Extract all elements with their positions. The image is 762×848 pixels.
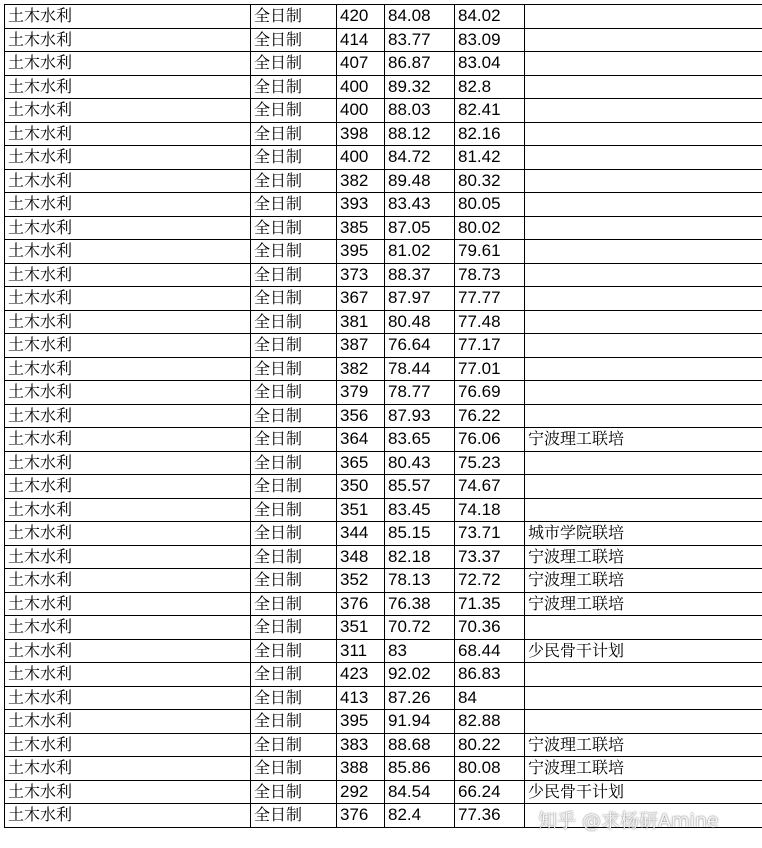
- initial-score-cell: 423: [337, 663, 385, 687]
- total-score-cell: 80.05: [455, 193, 525, 217]
- table-row: [5, 5, 762, 29]
- total-score-cell: 84: [455, 686, 525, 710]
- table-row: [5, 169, 762, 193]
- initial-score-cell: 407: [337, 52, 385, 76]
- retest-score-cell: 84.54: [385, 780, 455, 804]
- total-score-cell: 80.22: [455, 733, 525, 757]
- initial-score-cell: 413: [337, 686, 385, 710]
- total-score-cell: 72.72: [455, 569, 525, 593]
- initial-score-cell: 395: [337, 240, 385, 264]
- study-type-cell: 全日制: [251, 334, 337, 358]
- study-type-cell: 全日制: [251, 146, 337, 170]
- study-type-cell: 全日制: [251, 28, 337, 52]
- total-score-cell: 80.02: [455, 216, 525, 240]
- major-cell: 土木水利: [5, 169, 251, 193]
- major-cell: 土木水利: [5, 639, 251, 663]
- note-cell: 宁波理工联培: [525, 733, 762, 757]
- table-row: [5, 780, 762, 804]
- study-type-cell: 全日制: [251, 240, 337, 264]
- initial-score-cell: 395: [337, 710, 385, 734]
- table-row: [5, 122, 762, 146]
- note-cell: [525, 169, 762, 193]
- retest-score-cell: 84.08: [385, 5, 455, 29]
- table-row: [5, 240, 762, 264]
- note-cell: [525, 710, 762, 734]
- initial-score-cell: 398: [337, 122, 385, 146]
- table-row: [5, 357, 762, 381]
- retest-score-cell: 88.68: [385, 733, 455, 757]
- initial-score-cell: 344: [337, 522, 385, 546]
- total-score-cell: 73.37: [455, 545, 525, 569]
- study-type-cell: 全日制: [251, 757, 337, 781]
- initial-score-cell: 351: [337, 616, 385, 640]
- initial-score-cell: 376: [337, 804, 385, 828]
- retest-score-cell: 83.77: [385, 28, 455, 52]
- retest-score-cell: 81.02: [385, 240, 455, 264]
- study-type-cell: 全日制: [251, 287, 337, 311]
- table-row: [5, 710, 762, 734]
- table-row: [5, 334, 762, 358]
- total-score-cell: 86.83: [455, 663, 525, 687]
- total-score-cell: 80.32: [455, 169, 525, 193]
- total-score-cell: 76.69: [455, 381, 525, 405]
- major-cell: 土木水利: [5, 52, 251, 76]
- study-type-cell: 全日制: [251, 381, 337, 405]
- table-row: [5, 475, 762, 499]
- note-cell: [525, 5, 762, 29]
- study-type-cell: 全日制: [251, 616, 337, 640]
- major-cell: 土木水利: [5, 5, 251, 29]
- initial-score-cell: 382: [337, 169, 385, 193]
- retest-score-cell: 82.4: [385, 804, 455, 828]
- note-cell: [525, 616, 762, 640]
- total-score-cell: 81.42: [455, 146, 525, 170]
- retest-score-cell: 87.05: [385, 216, 455, 240]
- total-score-cell: 74.18: [455, 498, 525, 522]
- major-cell: 土木水利: [5, 780, 251, 804]
- study-type-cell: 全日制: [251, 686, 337, 710]
- table-row: [5, 381, 762, 405]
- total-score-cell: 68.44: [455, 639, 525, 663]
- major-cell: 土木水利: [5, 28, 251, 52]
- study-type-cell: 全日制: [251, 592, 337, 616]
- retest-score-cell: 70.72: [385, 616, 455, 640]
- retest-score-cell: 88.12: [385, 122, 455, 146]
- retest-score-cell: 89.32: [385, 75, 455, 99]
- major-cell: 土木水利: [5, 75, 251, 99]
- table-body: [5, 5, 762, 828]
- table-row: [5, 804, 762, 828]
- retest-score-cell: 86.87: [385, 52, 455, 76]
- table-row: [5, 733, 762, 757]
- initial-score-cell: 400: [337, 75, 385, 99]
- total-score-cell: 84.02: [455, 5, 525, 29]
- total-score-cell: 70.36: [455, 616, 525, 640]
- total-score-cell: 77.17: [455, 334, 525, 358]
- initial-score-cell: 387: [337, 334, 385, 358]
- study-type-cell: 全日制: [251, 310, 337, 334]
- retest-score-cell: 91.94: [385, 710, 455, 734]
- total-score-cell: 82.41: [455, 99, 525, 123]
- major-cell: 土木水利: [5, 569, 251, 593]
- total-score-cell: 76.22: [455, 404, 525, 428]
- total-score-cell: 76.06: [455, 428, 525, 452]
- initial-score-cell: 292: [337, 780, 385, 804]
- major-cell: 土木水利: [5, 216, 251, 240]
- initial-score-cell: 311: [337, 639, 385, 663]
- major-cell: 土木水利: [5, 263, 251, 287]
- study-type-cell: 全日制: [251, 193, 337, 217]
- table-row: [5, 592, 762, 616]
- table-row: [5, 404, 762, 428]
- total-score-cell: 83.09: [455, 28, 525, 52]
- initial-score-cell: 365: [337, 451, 385, 475]
- note-cell: [525, 334, 762, 358]
- initial-score-cell: 364: [337, 428, 385, 452]
- major-cell: 土木水利: [5, 240, 251, 264]
- initial-score-cell: 348: [337, 545, 385, 569]
- note-cell: 少民骨干计划: [525, 639, 762, 663]
- retest-score-cell: 92.02: [385, 663, 455, 687]
- major-cell: 土木水利: [5, 686, 251, 710]
- note-cell: 宁波理工联培: [525, 757, 762, 781]
- note-cell: [525, 404, 762, 428]
- table-row: [5, 52, 762, 76]
- table-row: [5, 569, 762, 593]
- retest-score-cell: 87.93: [385, 404, 455, 428]
- note-cell: [525, 240, 762, 264]
- study-type-cell: 全日制: [251, 52, 337, 76]
- study-type-cell: 全日制: [251, 545, 337, 569]
- note-cell: [525, 263, 762, 287]
- total-score-cell: 80.08: [455, 757, 525, 781]
- major-cell: 土木水利: [5, 122, 251, 146]
- retest-score-cell: 78.44: [385, 357, 455, 381]
- table-row: [5, 545, 762, 569]
- retest-score-cell: 83.45: [385, 498, 455, 522]
- study-type-cell: 全日制: [251, 780, 337, 804]
- retest-score-cell: 87.97: [385, 287, 455, 311]
- total-score-cell: 77.36: [455, 804, 525, 828]
- retest-score-cell: 83.43: [385, 193, 455, 217]
- note-cell: 宁波理工联培: [525, 428, 762, 452]
- retest-score-cell: 85.57: [385, 475, 455, 499]
- note-cell: [525, 146, 762, 170]
- major-cell: 土木水利: [5, 475, 251, 499]
- table-row: [5, 616, 762, 640]
- major-cell: 土木水利: [5, 733, 251, 757]
- table-row: [5, 146, 762, 170]
- study-type-cell: 全日制: [251, 99, 337, 123]
- note-cell: [525, 193, 762, 217]
- retest-score-cell: 76.38: [385, 592, 455, 616]
- retest-score-cell: 88.37: [385, 263, 455, 287]
- note-cell: [525, 216, 762, 240]
- note-cell: 少民骨干计划: [525, 780, 762, 804]
- total-score-cell: 75.23: [455, 451, 525, 475]
- retest-score-cell: 89.48: [385, 169, 455, 193]
- initial-score-cell: 367: [337, 287, 385, 311]
- major-cell: 土木水利: [5, 757, 251, 781]
- major-cell: 土木水利: [5, 522, 251, 546]
- table-row: [5, 287, 762, 311]
- retest-score-cell: 83: [385, 639, 455, 663]
- table-row: [5, 216, 762, 240]
- major-cell: 土木水利: [5, 193, 251, 217]
- note-cell: 宁波理工联培: [525, 545, 762, 569]
- initial-score-cell: 420: [337, 5, 385, 29]
- total-score-cell: 74.67: [455, 475, 525, 499]
- major-cell: 土木水利: [5, 99, 251, 123]
- table-row: [5, 28, 762, 52]
- major-cell: 土木水利: [5, 146, 251, 170]
- initial-score-cell: 376: [337, 592, 385, 616]
- major-cell: 土木水利: [5, 310, 251, 334]
- note-cell: [525, 75, 762, 99]
- note-cell: [525, 663, 762, 687]
- initial-score-cell: 385: [337, 216, 385, 240]
- retest-score-cell: 85.15: [385, 522, 455, 546]
- major-cell: 土木水利: [5, 451, 251, 475]
- table-row: [5, 428, 762, 452]
- major-cell: 土木水利: [5, 381, 251, 405]
- note-cell: [525, 451, 762, 475]
- total-score-cell: 78.73: [455, 263, 525, 287]
- major-cell: 土木水利: [5, 498, 251, 522]
- total-score-cell: 73.71: [455, 522, 525, 546]
- retest-score-cell: 88.03: [385, 99, 455, 123]
- retest-score-cell: 85.86: [385, 757, 455, 781]
- note-cell: 宁波理工联培: [525, 569, 762, 593]
- total-score-cell: 77.48: [455, 310, 525, 334]
- initial-score-cell: 356: [337, 404, 385, 428]
- table-row: [5, 522, 762, 546]
- study-type-cell: 全日制: [251, 122, 337, 146]
- table-row: [5, 263, 762, 287]
- initial-score-cell: 400: [337, 99, 385, 123]
- total-score-cell: 83.04: [455, 52, 525, 76]
- study-type-cell: 全日制: [251, 639, 337, 663]
- study-type-cell: 全日制: [251, 569, 337, 593]
- total-score-cell: 79.61: [455, 240, 525, 264]
- total-score-cell: 66.24: [455, 780, 525, 804]
- major-cell: 土木水利: [5, 428, 251, 452]
- major-cell: 土木水利: [5, 287, 251, 311]
- note-cell: [525, 498, 762, 522]
- table-row: [5, 498, 762, 522]
- study-type-cell: 全日制: [251, 404, 337, 428]
- study-type-cell: 全日制: [251, 451, 337, 475]
- initial-score-cell: 400: [337, 146, 385, 170]
- note-cell: 宁波理工联培: [525, 592, 762, 616]
- table-row: [5, 757, 762, 781]
- retest-score-cell: 80.48: [385, 310, 455, 334]
- note-cell: 城市学院联培: [525, 522, 762, 546]
- major-cell: 土木水利: [5, 663, 251, 687]
- note-cell: [525, 357, 762, 381]
- note-cell: [525, 287, 762, 311]
- watermark-text: 知乎 @求杨研Amine: [538, 810, 719, 832]
- study-type-cell: 全日制: [251, 75, 337, 99]
- retest-score-cell: 83.65: [385, 428, 455, 452]
- major-cell: 土木水利: [5, 334, 251, 358]
- note-cell: [525, 99, 762, 123]
- table-row: [5, 193, 762, 217]
- note-cell: [525, 52, 762, 76]
- major-cell: 土木水利: [5, 616, 251, 640]
- note-cell: [525, 475, 762, 499]
- total-score-cell: 82.16: [455, 122, 525, 146]
- table-row: [5, 310, 762, 334]
- table-row: [5, 451, 762, 475]
- total-score-cell: 82.8: [455, 75, 525, 99]
- study-type-cell: 全日制: [251, 710, 337, 734]
- study-type-cell: 全日制: [251, 733, 337, 757]
- study-type-cell: 全日制: [251, 663, 337, 687]
- score-table: [4, 4, 762, 828]
- note-cell: [525, 804, 762, 828]
- note-cell: [525, 310, 762, 334]
- initial-score-cell: 373: [337, 263, 385, 287]
- initial-score-cell: 350: [337, 475, 385, 499]
- study-type-cell: 全日制: [251, 804, 337, 828]
- study-type-cell: 全日制: [251, 498, 337, 522]
- note-cell: [525, 686, 762, 710]
- retest-score-cell: 87.26: [385, 686, 455, 710]
- retest-score-cell: 78.13: [385, 569, 455, 593]
- study-type-cell: 全日制: [251, 475, 337, 499]
- total-score-cell: 71.35: [455, 592, 525, 616]
- table-row: [5, 75, 762, 99]
- study-type-cell: 全日制: [251, 5, 337, 29]
- total-score-cell: 82.88: [455, 710, 525, 734]
- study-type-cell: 全日制: [251, 357, 337, 381]
- retest-score-cell: 80.43: [385, 451, 455, 475]
- initial-score-cell: 382: [337, 357, 385, 381]
- note-cell: [525, 28, 762, 52]
- table-row: [5, 99, 762, 123]
- major-cell: 土木水利: [5, 545, 251, 569]
- note-cell: [525, 122, 762, 146]
- major-cell: 土木水利: [5, 404, 251, 428]
- initial-score-cell: 352: [337, 569, 385, 593]
- total-score-cell: 77.77: [455, 287, 525, 311]
- initial-score-cell: 388: [337, 757, 385, 781]
- initial-score-cell: 351: [337, 498, 385, 522]
- retest-score-cell: 76.64: [385, 334, 455, 358]
- initial-score-cell: 379: [337, 381, 385, 405]
- study-type-cell: 全日制: [251, 428, 337, 452]
- major-cell: 土木水利: [5, 804, 251, 828]
- table-row: [5, 663, 762, 687]
- initial-score-cell: 381: [337, 310, 385, 334]
- retest-score-cell: 78.77: [385, 381, 455, 405]
- retest-score-cell: 82.18: [385, 545, 455, 569]
- retest-score-cell: 84.72: [385, 146, 455, 170]
- study-type-cell: 全日制: [251, 169, 337, 193]
- table-row: [5, 639, 762, 663]
- initial-score-cell: 393: [337, 193, 385, 217]
- initial-score-cell: 414: [337, 28, 385, 52]
- total-score-cell: 77.01: [455, 357, 525, 381]
- table-row: [5, 686, 762, 710]
- major-cell: 土木水利: [5, 592, 251, 616]
- major-cell: 土木水利: [5, 357, 251, 381]
- initial-score-cell: 383: [337, 733, 385, 757]
- study-type-cell: 全日制: [251, 522, 337, 546]
- study-type-cell: 全日制: [251, 263, 337, 287]
- note-cell: [525, 381, 762, 405]
- study-type-cell: 全日制: [251, 216, 337, 240]
- major-cell: 土木水利: [5, 710, 251, 734]
